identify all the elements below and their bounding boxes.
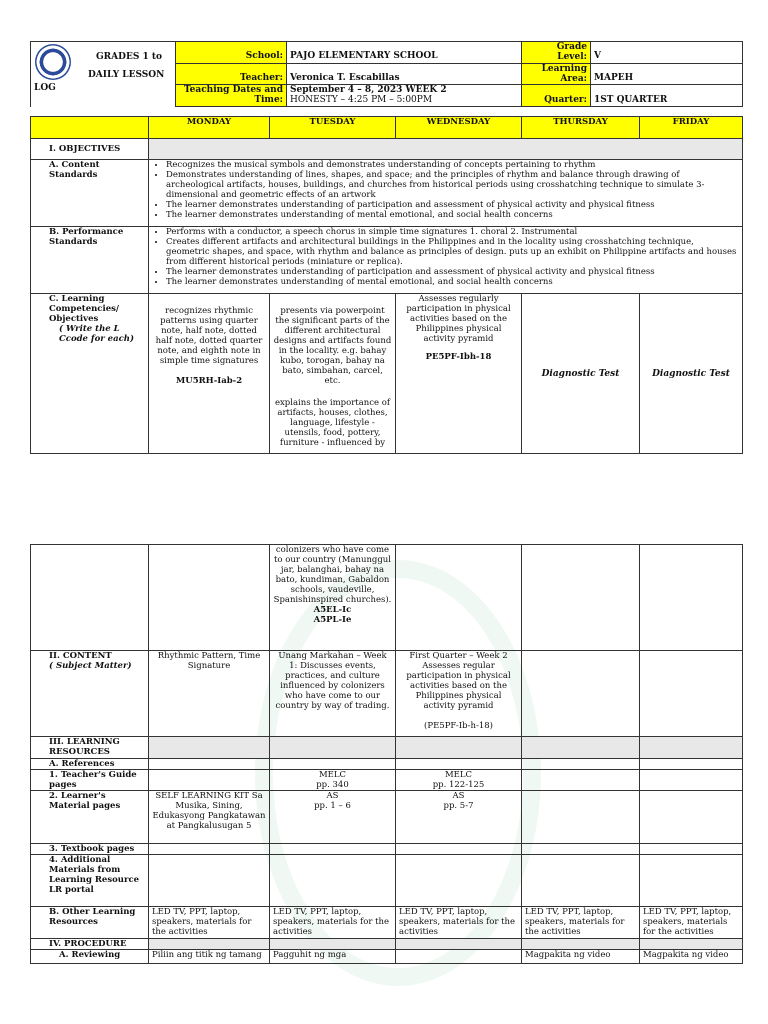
content-heading: II. CONTENT xyxy=(49,651,112,661)
school-value: PAJO ELEMENTARY SCHOOL xyxy=(287,42,522,64)
list-item: • Demonstrates understanding of lines, shapes, and space; and the principles of rhythm and balance through drawing of archeological artifacts, houses, buildings, and churches from historical periods using crosshatching technique to simulate 3-dimensional and geometric effects of an artwork xyxy=(166,170,739,200)
area-value: MAPEH xyxy=(591,64,743,85)
list-item: • Creates different artifacts and architectural buildings in the Philippines and in the locality using crosshatching technique, geometric shapes, and space, with rhythm and balance as principles of design. puts up an exhibit on Philippine artifacts and houses from different historical periods (miniature or replica). xyxy=(166,237,739,267)
school-label: School: xyxy=(176,42,287,64)
content-wednesday-code: (PE5PF-Ib-h-18) xyxy=(424,721,493,731)
other-resources-label: B. Other Learning Resources xyxy=(31,907,149,939)
content-table xyxy=(30,544,743,964)
other-tuesday: LED TV, PPT, laptop, speakers, materials for the activities xyxy=(270,907,396,939)
textbook-label: 3. Textbook pages xyxy=(31,844,149,855)
content-standards-list xyxy=(152,160,739,220)
content-wednesday: First Quarter – Week 2 Assesses regular participation in physical activities based on the Philippines physical activity pyramid xyxy=(406,651,511,711)
competencies-note: ( Write the L Ccode for each) xyxy=(59,324,134,344)
procedure-heading: IV. PROCEDURE xyxy=(31,939,149,950)
reviewing-label: A. Reviewing xyxy=(31,950,149,964)
lm-wednesday-pages: pp. 5-7 xyxy=(443,801,474,811)
competencies-label: C. Learning Competencies/ Objectives xyxy=(49,294,119,324)
day-monday: MONDAY xyxy=(149,117,270,139)
day-tuesday: TUESDAY xyxy=(270,117,396,139)
objectives-table xyxy=(30,116,743,454)
content-tuesday: Unang Markahan – Week 1: Discusses events, practices, and culture influenced by colonizers who have come to our country by way of trading. xyxy=(270,651,396,737)
day-friday: FRIDAY xyxy=(640,117,743,139)
competency-code-monday: MU5RH-Iab-2 xyxy=(175,376,243,386)
list-item: • The learner demonstrates understanding of mental emotional, and social health concerns xyxy=(166,277,739,287)
teachers-guide-label: 1. Teacher's Guide pages xyxy=(31,770,149,791)
corner-cell xyxy=(31,117,149,139)
references-label: A. References xyxy=(31,759,149,770)
competency-tuesday-2: explains the importance of artifacts, houses, clothes, language, lifestyle - utensils, food, pottery, furniture - influenced by xyxy=(274,398,391,448)
objectives-heading: I. OBJECTIVES xyxy=(31,139,149,160)
review-friday: Magpakita ng video xyxy=(640,950,743,964)
grades-line: GRADES 1 to xyxy=(96,52,163,62)
dates-label: Teaching Dates and Time: xyxy=(176,85,287,107)
area-label: Learning Area: xyxy=(522,64,591,85)
content-standards-label: A. Content Standards xyxy=(31,160,149,227)
day-wednesday: WEDNESDAY xyxy=(396,117,522,139)
objectives-heading-fill xyxy=(149,139,743,160)
competency-friday: Diagnostic Test xyxy=(640,294,743,454)
grade-value: V xyxy=(591,42,743,64)
lm-wednesday: AS xyxy=(452,791,465,801)
deped-seal-icon xyxy=(35,44,71,80)
tg-wednesday: MELC xyxy=(444,770,473,780)
header-block xyxy=(30,41,743,107)
teacher-label: Teacher: xyxy=(176,64,287,85)
log-label: LOG xyxy=(34,83,56,93)
day-thursday: THURSDAY xyxy=(522,117,640,139)
review-thursday: Magpakita ng video xyxy=(522,950,640,964)
list-item: • The learner demonstrates understanding of participation and assessment of physical activity and physical fitness xyxy=(166,200,739,210)
list-item: • Performs with a conductor, a speech chorus in simple time signatures 1. choral 2. Instrumental xyxy=(166,227,739,237)
other-wednesday: LED TV, PPT, laptop, speakers, materials for the activities xyxy=(396,907,522,939)
competency-code-wednesday: PE5PF-Ibh-18 xyxy=(425,352,492,362)
list-item: • The learner demonstrates understanding of mental emotional, and social health concerns xyxy=(166,210,739,220)
content-monday: Rhythmic Pattern, Time Signature xyxy=(149,651,270,737)
other-monday: LED TV, PPT, laptop, speakers, materials for the activities xyxy=(149,907,270,939)
tg-wednesday-pages: pp. 122-125 xyxy=(432,780,485,790)
competency-tuesday: presents via powerpoint the significant parts of the different architectural designs and artifacts found in the locality. e.g. bahay kubo, torogan, bahay na bato, simbahan, carcel, etc. xyxy=(273,306,392,386)
competency-thursday: Diagnostic Test xyxy=(522,294,640,454)
time-value: HONESTY – 4:25 PM – 5:00PM xyxy=(290,95,433,105)
other-friday: LED TV, PPT, laptop, speakers, materials for the activities xyxy=(640,907,743,939)
list-item: • The learner demonstrates understanding of participation and assessment of physical activity and physical fitness xyxy=(166,267,739,277)
grade-label: Grade Level: xyxy=(522,42,591,64)
competency-code-tuesday-1: A5EL-Ic xyxy=(313,605,352,615)
list-item: • Recognizes the musical symbols and demonstrates understanding of concepts pertaining to rhythm xyxy=(166,160,739,170)
lm-tuesday: AS xyxy=(326,791,339,801)
quarter-value: 1ST QUARTER xyxy=(591,85,743,107)
review-monday: Piliin ang titik ng tamang xyxy=(149,950,270,964)
performance-standards-list xyxy=(152,227,739,287)
competency-tuesday-cont: colonizers who have come to our country (Manunggul jar, balanghai, bahay na bato, kundiman, Gabaldon schools, vaudeville, Spanishinspired churches). xyxy=(273,545,392,605)
dates-value: September 4 – 8, 2023 WEEK 2 xyxy=(290,85,447,95)
other-thursday: LED TV, PPT, laptop, speakers, materials for the activities xyxy=(522,907,640,939)
learning-resources-heading: III. LEARNING RESOURCES xyxy=(31,737,149,759)
teacher-value: Veronica T. Escabillas xyxy=(287,64,522,85)
competency-wednesday: Assesses regularly participation in physical activities based on the Philippines physical activity pyramid xyxy=(406,294,511,344)
content-subheading: ( Subject Matter) xyxy=(49,661,132,671)
tg-tuesday: MELC xyxy=(318,770,347,780)
competency-code-tuesday-2: A5PL-Ie xyxy=(313,615,352,625)
learners-material-label: 2. Learner's Material pages xyxy=(31,791,149,844)
lm-monday: SELF LEARNING KIT Sa Musika, Sining, Edukasyong Pangkatawan at Pangkalusugan 5 xyxy=(149,791,270,844)
quarter-label: Quarter: xyxy=(522,85,591,107)
tg-tuesday-pages: pp. 340 xyxy=(316,780,349,790)
additional-materials-label: 4. Additional Materials from Learning Resource LR portal xyxy=(31,855,149,907)
review-tuesday: Pagguhit ng mga xyxy=(270,950,396,964)
daily-lesson-label: DAILY LESSON xyxy=(88,70,165,80)
performance-standards-label: B. Performance Standards xyxy=(31,227,149,294)
lm-tuesday-pages: pp. 1 – 6 xyxy=(314,801,351,811)
competency-monday: recognizes rhythmic patterns using quarter note, half note, dotted half note, dotted quarter note, and eighth note in simple time signatures xyxy=(155,306,263,366)
